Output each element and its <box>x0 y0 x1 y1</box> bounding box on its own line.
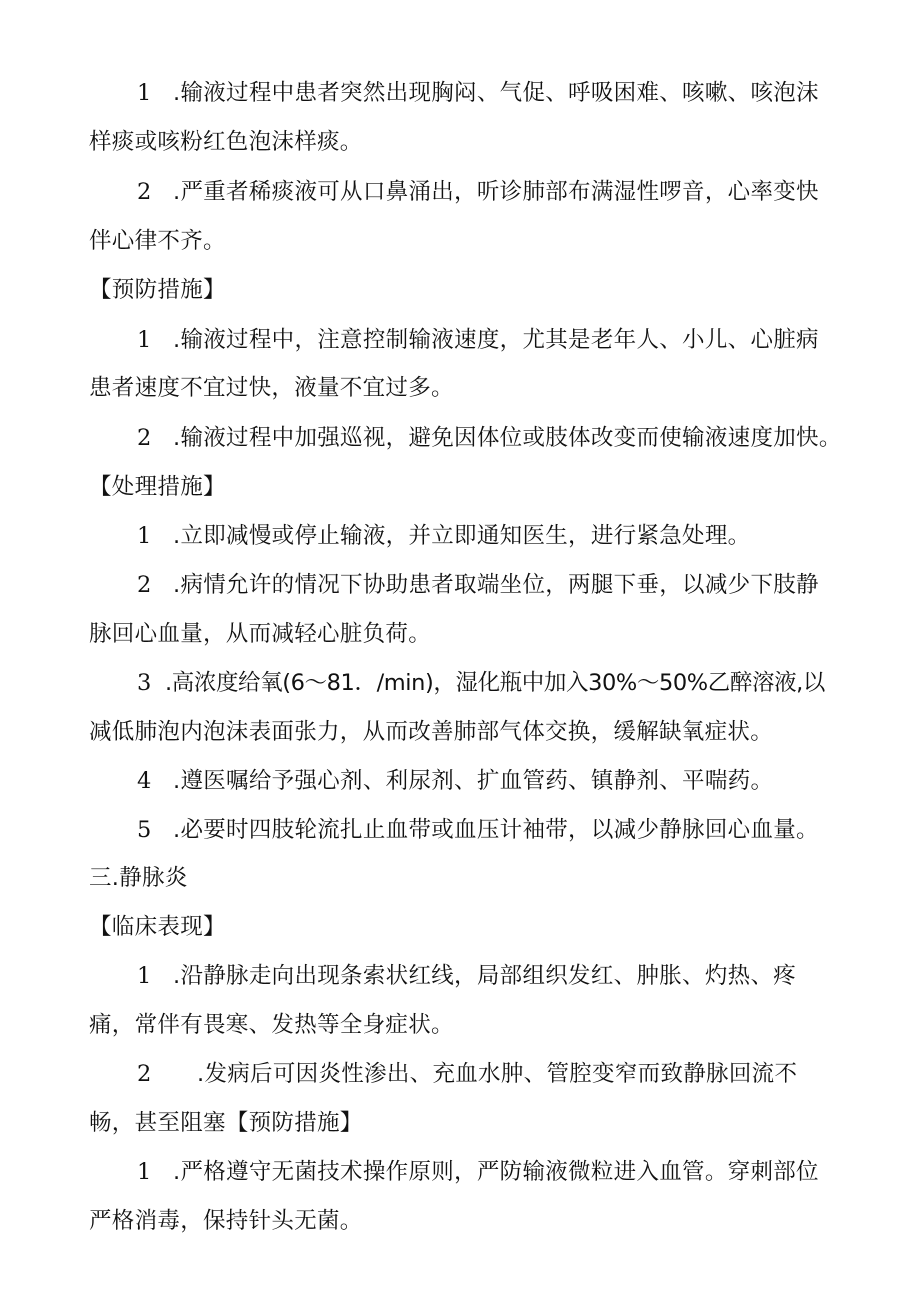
paragraph-text: 样痰或咳粉红色泡沫样痰。 <box>89 129 363 155</box>
paragraph-line <box>137 761 773 801</box>
paragraph-line <box>89 1103 363 1143</box>
paragraph-line <box>137 1054 797 1094</box>
item-number: 1 <box>137 1159 152 1185</box>
item-number: 5 <box>137 817 152 843</box>
paragraph-line <box>137 1152 819 1192</box>
section-heading <box>89 270 226 310</box>
section-heading <box>89 907 226 947</box>
item-number: 4 <box>137 768 152 794</box>
item-number: 1 <box>137 327 152 353</box>
paragraph-text: .立即减慢或停止输液，并立即通知医生，进行紧急处理。 <box>173 523 751 549</box>
paragraph-text: 严格消毒，保持针头无菌。 <box>89 1208 363 1234</box>
paragraph-line <box>89 1005 454 1045</box>
item-number: 2 <box>137 179 152 205</box>
paragraph-text: .严重者稀痰液可从口鼻涌出，听诊肺部布满湿性啰音，心率变快 <box>173 179 819 205</box>
paragraph-line <box>89 1201 363 1241</box>
paragraph-line <box>137 516 750 556</box>
paragraph-line <box>89 614 431 654</box>
paragraph-line <box>137 663 825 703</box>
paragraph-text: 痛，常伴有畏寒、发热等全身症状。 <box>89 1012 454 1038</box>
item-number: 1 <box>137 80 152 106</box>
paragraph-line <box>89 368 454 408</box>
paragraph-line <box>89 122 363 162</box>
paragraph-text: 脉回心血量，从而减轻心脏负荷。 <box>89 621 432 647</box>
heading-text: 【预防措施】 <box>89 277 226 303</box>
paragraph-line <box>137 418 842 458</box>
heading-text: 【临床表现】 <box>89 914 226 940</box>
paragraph-text: .发病后可因炎性渗出、充血水肿、管腔变窄而致静脉回流不 <box>197 1061 798 1087</box>
paragraph-text: .输液过程中加强巡视，避免因体位或肢体改变而使输液速度加快。 <box>173 425 842 451</box>
item-number: 2 <box>137 425 152 451</box>
paragraph-text: .必要时四肢轮流扎止血带或血压计袖带，以减少静脉回心血量。 <box>173 817 819 843</box>
paragraph-text: .输液过程中，注意控制输液速度，尤其是老年人、小儿、心脏病 <box>173 327 819 353</box>
item-number: 3 <box>137 670 152 696</box>
paragraph-line <box>137 956 796 996</box>
paragraph-text: 减低肺泡内泡沫表面张力，从而改善肺部气体交换，缓解缺氧症状。 <box>89 719 774 745</box>
heading-text: 【处理措施】 <box>89 474 226 500</box>
paragraph-text: .病情允许的情况下协助患者取端坐位，两腿下垂，以减少下肢静 <box>173 572 819 598</box>
paragraph-line <box>89 221 226 261</box>
item-number: 2 <box>137 572 152 598</box>
chapter-heading <box>89 858 188 898</box>
paragraph-text: .严格遵守无菌技术操作原则，严防输液微粒进入血管。穿刺部位 <box>173 1159 819 1185</box>
paragraph-text: .沿静脉走向出现条索状红线，局部组织发红、肿胀、灼热、疼 <box>173 963 797 989</box>
item-number: 1 <box>137 963 152 989</box>
paragraph-text: .输液过程中患者突然出现胸闷、气促、呼吸困难、咳嗽、咳泡沫 <box>173 80 819 106</box>
paragraph-text: .高浓度给氧(6～81．/min)，湿化瓶中加入30%～50%乙醉溶液,以 <box>165 670 826 696</box>
paragraph-text: 畅，甚至阻塞【预防措施】 <box>89 1110 363 1136</box>
item-number: 1 <box>137 523 152 549</box>
heading-text: 三.静脉炎 <box>89 865 188 891</box>
section-heading <box>89 467 226 507</box>
paragraph-text: 伴心律不齐。 <box>89 228 226 254</box>
paragraph-line <box>89 712 773 752</box>
paragraph-text: .遵医嘱给予强心剂、利尿剂、扩血管药、镇静剂、平喘药。 <box>173 768 774 794</box>
paragraph-line <box>137 73 819 113</box>
paragraph-line <box>137 565 819 605</box>
paragraph-text: 患者速度不宜过快，液量不宜过多。 <box>89 375 454 401</box>
paragraph-line <box>137 320 819 360</box>
paragraph-line <box>137 810 819 850</box>
paragraph-line <box>137 172 819 212</box>
item-number: 2 <box>137 1061 152 1087</box>
